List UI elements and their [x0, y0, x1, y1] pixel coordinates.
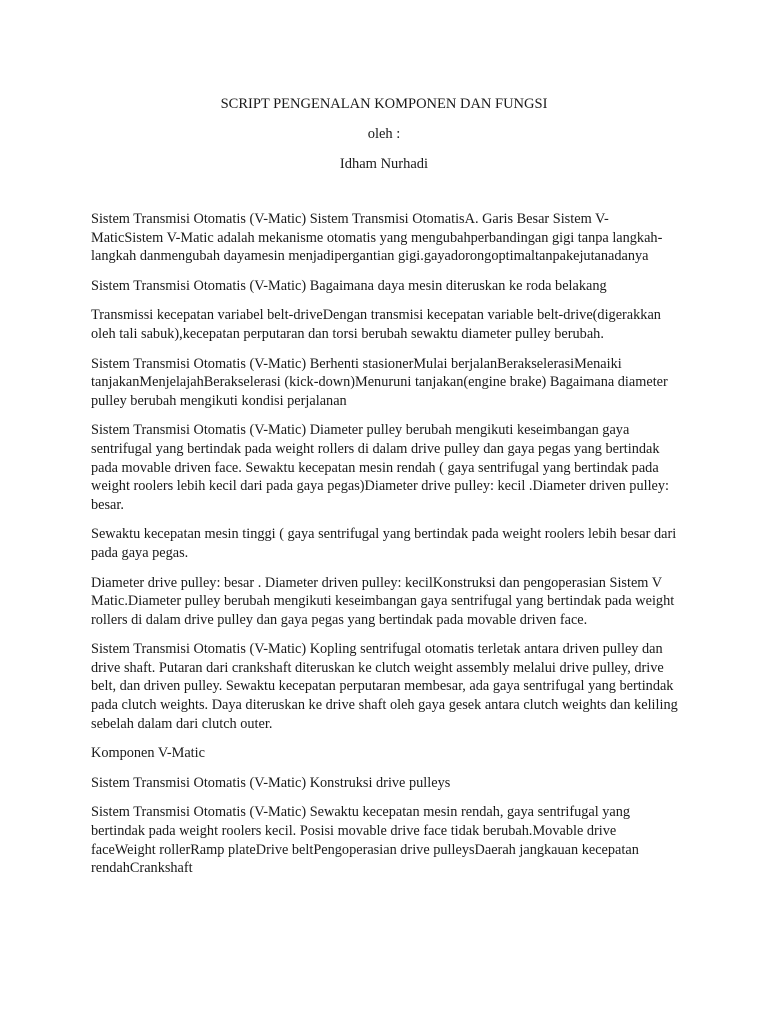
author-by-label: oleh :	[367, 126, 401, 142]
paragraph-10: Sistem Transmisi Otomatis (V-Matic) Konstruksi drive pulleys	[91, 774, 451, 791]
author-name: Idham Nurhadi	[339, 156, 429, 172]
paragraph-2: Sistem Transmisi Otomatis (V-Matic) Bagaimana daya mesin diteruskan ke roda belakang	[91, 277, 607, 294]
paragraph-11: Sistem Transmisi Otomatis (V-Matic) Sewaktu kecepatan mesin rendah, gaya sentrifugal yang bertindak pada weight roolers kecil. Posisi movable drive face tidak berubah.Movable drive faceWeight rollerRamp plateDrive beltPengoperasian drive pulleysDaerah jangkauan kecepatan rendahCrankshaft	[91, 804, 639, 877]
paragraph-8: Sistem Transmisi Otomatis (V-Matic) Kopling sentrifugal otomatis terletak antara driven pulley dan drive shaft. Putaran dari crankshaft diteruskan ke clutch weight assembly melalui drive pulley, drive belt, dan driven pulley. Sewaktu kecepatan perputaran membesar, ada gaya sentrifugal yang bertindak pada clutch weights. Daya diteruskan ke drive shaft oleh gaya gesek antara clutch weights dan keliling sebelah dalam dari clutch outer.	[91, 641, 678, 732]
paragraph-3: Transmissi kecepatan variabel belt-driveDengan transmisi kecepatan variable belt-drive(digerakkan oleh tali sabuk),kecepatan perputaran dan torsi berubah sewaktu diameter pulley berubah.	[91, 307, 661, 342]
paragraph-9: Komponen V-Matic	[91, 745, 205, 762]
document-body	[91, 210, 681, 889]
paragraph-1: Sistem Transmisi Otomatis (V-Matic) Sistem Transmisi OtomatisA. Garis Besar Sistem V-MaticSistem V-Matic adalah mekanisme otomatis yang mengubahperbandingan gigi tanpa langkah-langkah danmengubah dayamesin menjadipergantian gigi.gayadorongoptimaltanpakejutanadanya	[91, 211, 663, 265]
paragraph-7: Diameter drive pulley: besar . Diameter driven pulley: kecilKonstruksi dan pengoperasian Sistem V Matic.Diameter pulley berubah mengikuti keseimbangan gaya sentrifugal yang bertindak pada weight rollers di dalam drive pulley dan gaya pegas yang bertindak pada movable driven face.	[91, 574, 675, 628]
paragraph-6: Sewaktu kecepatan mesin tinggi ( gaya sentrifugal yang bertindak pada weight roolers lebih besar dari pada gaya pegas.	[91, 526, 677, 561]
paragraph-5: Sistem Transmisi Otomatis (V-Matic) Diameter pulley berubah mengikuti keseimbangan gaya sentrifugal yang bertindak pada weight rollers di dalam drive pulley dan gaya pegas yang bertindak pada movable driven face. Sewaktu kecepatan mesin rendah ( gaya sentrifugal yang bertindak pada weight roolers lebih kecil dari pada gaya pegas)Diameter drive pulley: kecil .Diameter driven pulley: besar.	[91, 422, 670, 513]
document-title: SCRIPT PENGENALAN KOMPONEN DAN FUNGSI	[220, 96, 548, 112]
paragraph-4: Sistem Transmisi Otomatis (V-Matic) Berhenti stasionerMulai berjalanBerakselerasiMenaiki tanjakanMenjelajahBerakselerasi (kick-down)Menuruni tanjakan(engine brake) Bagaimana diameter pulley berubah mengikuti kondisi perjalanan	[91, 355, 668, 409]
